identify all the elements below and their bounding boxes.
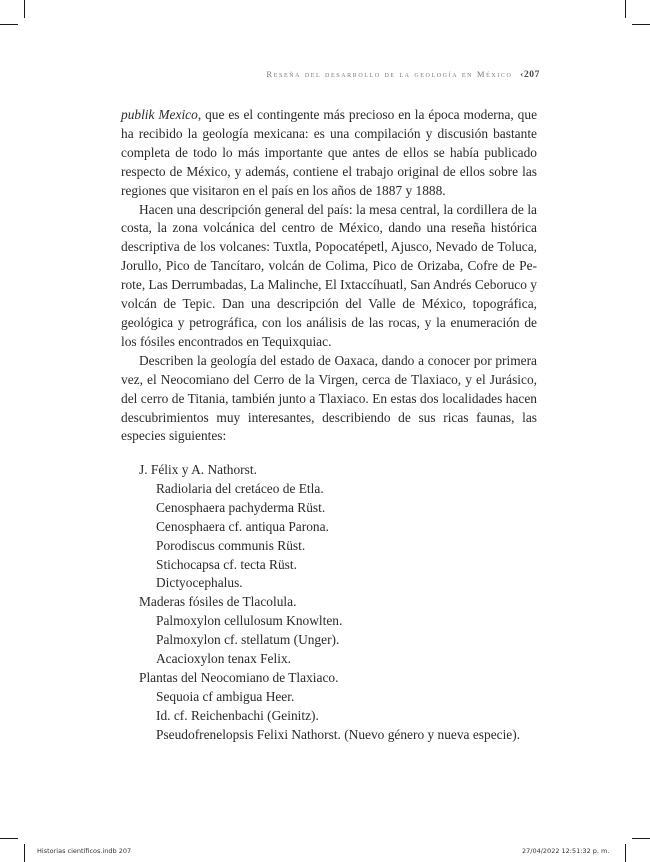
list-group-heading: J. Félix y A. Nathorst. [139,462,257,477]
footer-timestamp: 27/04/2022 12:51:32 p. m. [522,847,610,855]
crop-mark [24,844,25,862]
species-entry: Id. cf. Reichenbachi (Geinitz). [156,707,319,723]
species-entry: Sequoia cf ambigua Heer. [156,688,295,704]
species-entry: Palmoxylon cf. stellatum (Unger). [156,632,340,648]
species-entry: Pseudofrenelopsis Felixi Nathorst. (Nuevo género y nueva especie). [156,726,521,742]
paragraph-text: , que es el contingente más precioso en la época moderna, que ha recibido la geología mexicana: es una compilación y discusión bastante completa de todo lo más importante que antes de ellos se había publicado respecto de México, y además, contiene el trabajo original de ellos sobre las regiones que visitaron en el país en los años de 1887 y 1888. [121,107,538,198]
crop-mark [24,0,25,18]
running-header [266,69,540,80]
footer-file-info: Historias científicos.indb 207 [37,847,132,855]
crop-mark [625,0,626,18]
crop-mark [0,838,18,839]
crop-mark [0,24,18,25]
species-list [139,461,569,745]
species-entry: Stichocapsa cf. tecta Rüst. [156,556,297,572]
paragraph [121,106,537,201]
list-group-heading: Plantas del Neocomiano de Tlaxiaco. [139,669,339,685]
body-text [121,106,537,446]
species-entry: Porodiscus communis Rüst. [156,537,306,553]
species-entry: Acacioxylon tenax Felix. [156,651,291,667]
species-entry: Radiolaria del cretáceo de Etla. [156,480,324,496]
paragraph: Hacen una descripción general del país: la mesa central, la cordillera de la costa, la zona volcánica del centro de México, dando una reseña histórica descriptiva de los volcanes: Tuxtla, Popocatépetl, Ajusco, Nevado de Toluca, Jorullo, Pico de Tancítaro, volcán de Colima, Pico de Orizaba, Cofre de Perote, Las Derrumbadas, La Malinche, El Ixtaccíhuatl, San Andrés Ceboruco y volcán de Tepic. Dan una descripción del Valle de México, topográfica, geológica y petrográfica, con los análisis de las rocas, y la enumeración de los fósiles encontrados en Tequixquiac. [121,201,537,349]
species-entry: Dictyocephalus. [156,575,243,591]
list-group-heading: Maderas fósiles de Tlacolula. [139,594,297,610]
page-number-block [520,70,540,80]
page-marker: ‹ [520,70,524,80]
paragraph: Describen la geología del estado de Oaxaca, dando a conocer por primera vez, el Neocomiano del Cerro de la Virgen, cerca de Tlaxiaco, y el Jurásico, del cerro de Titania, también junto a Tlaxiaco. En estas dos localidades hacen descubrimientos muy interesantes, describiendo de sus ricas faunas, las especies siguientes: [121,352,537,444]
species-entry: Palmoxylon cellulosum Knowlten. [156,613,343,629]
page-number: 207 [523,70,540,80]
species-entry: Cenosphaera pachyderma Rüst. [156,499,326,515]
species-entry: Cenosphaera cf. antiqua Parona. [156,518,329,534]
crop-mark [625,844,626,862]
italic-title: publik Mexico [121,107,198,122]
crop-mark [632,24,650,25]
crop-mark [632,838,650,839]
running-title: Reseña del desarrollo de la geología en México [266,69,513,79]
